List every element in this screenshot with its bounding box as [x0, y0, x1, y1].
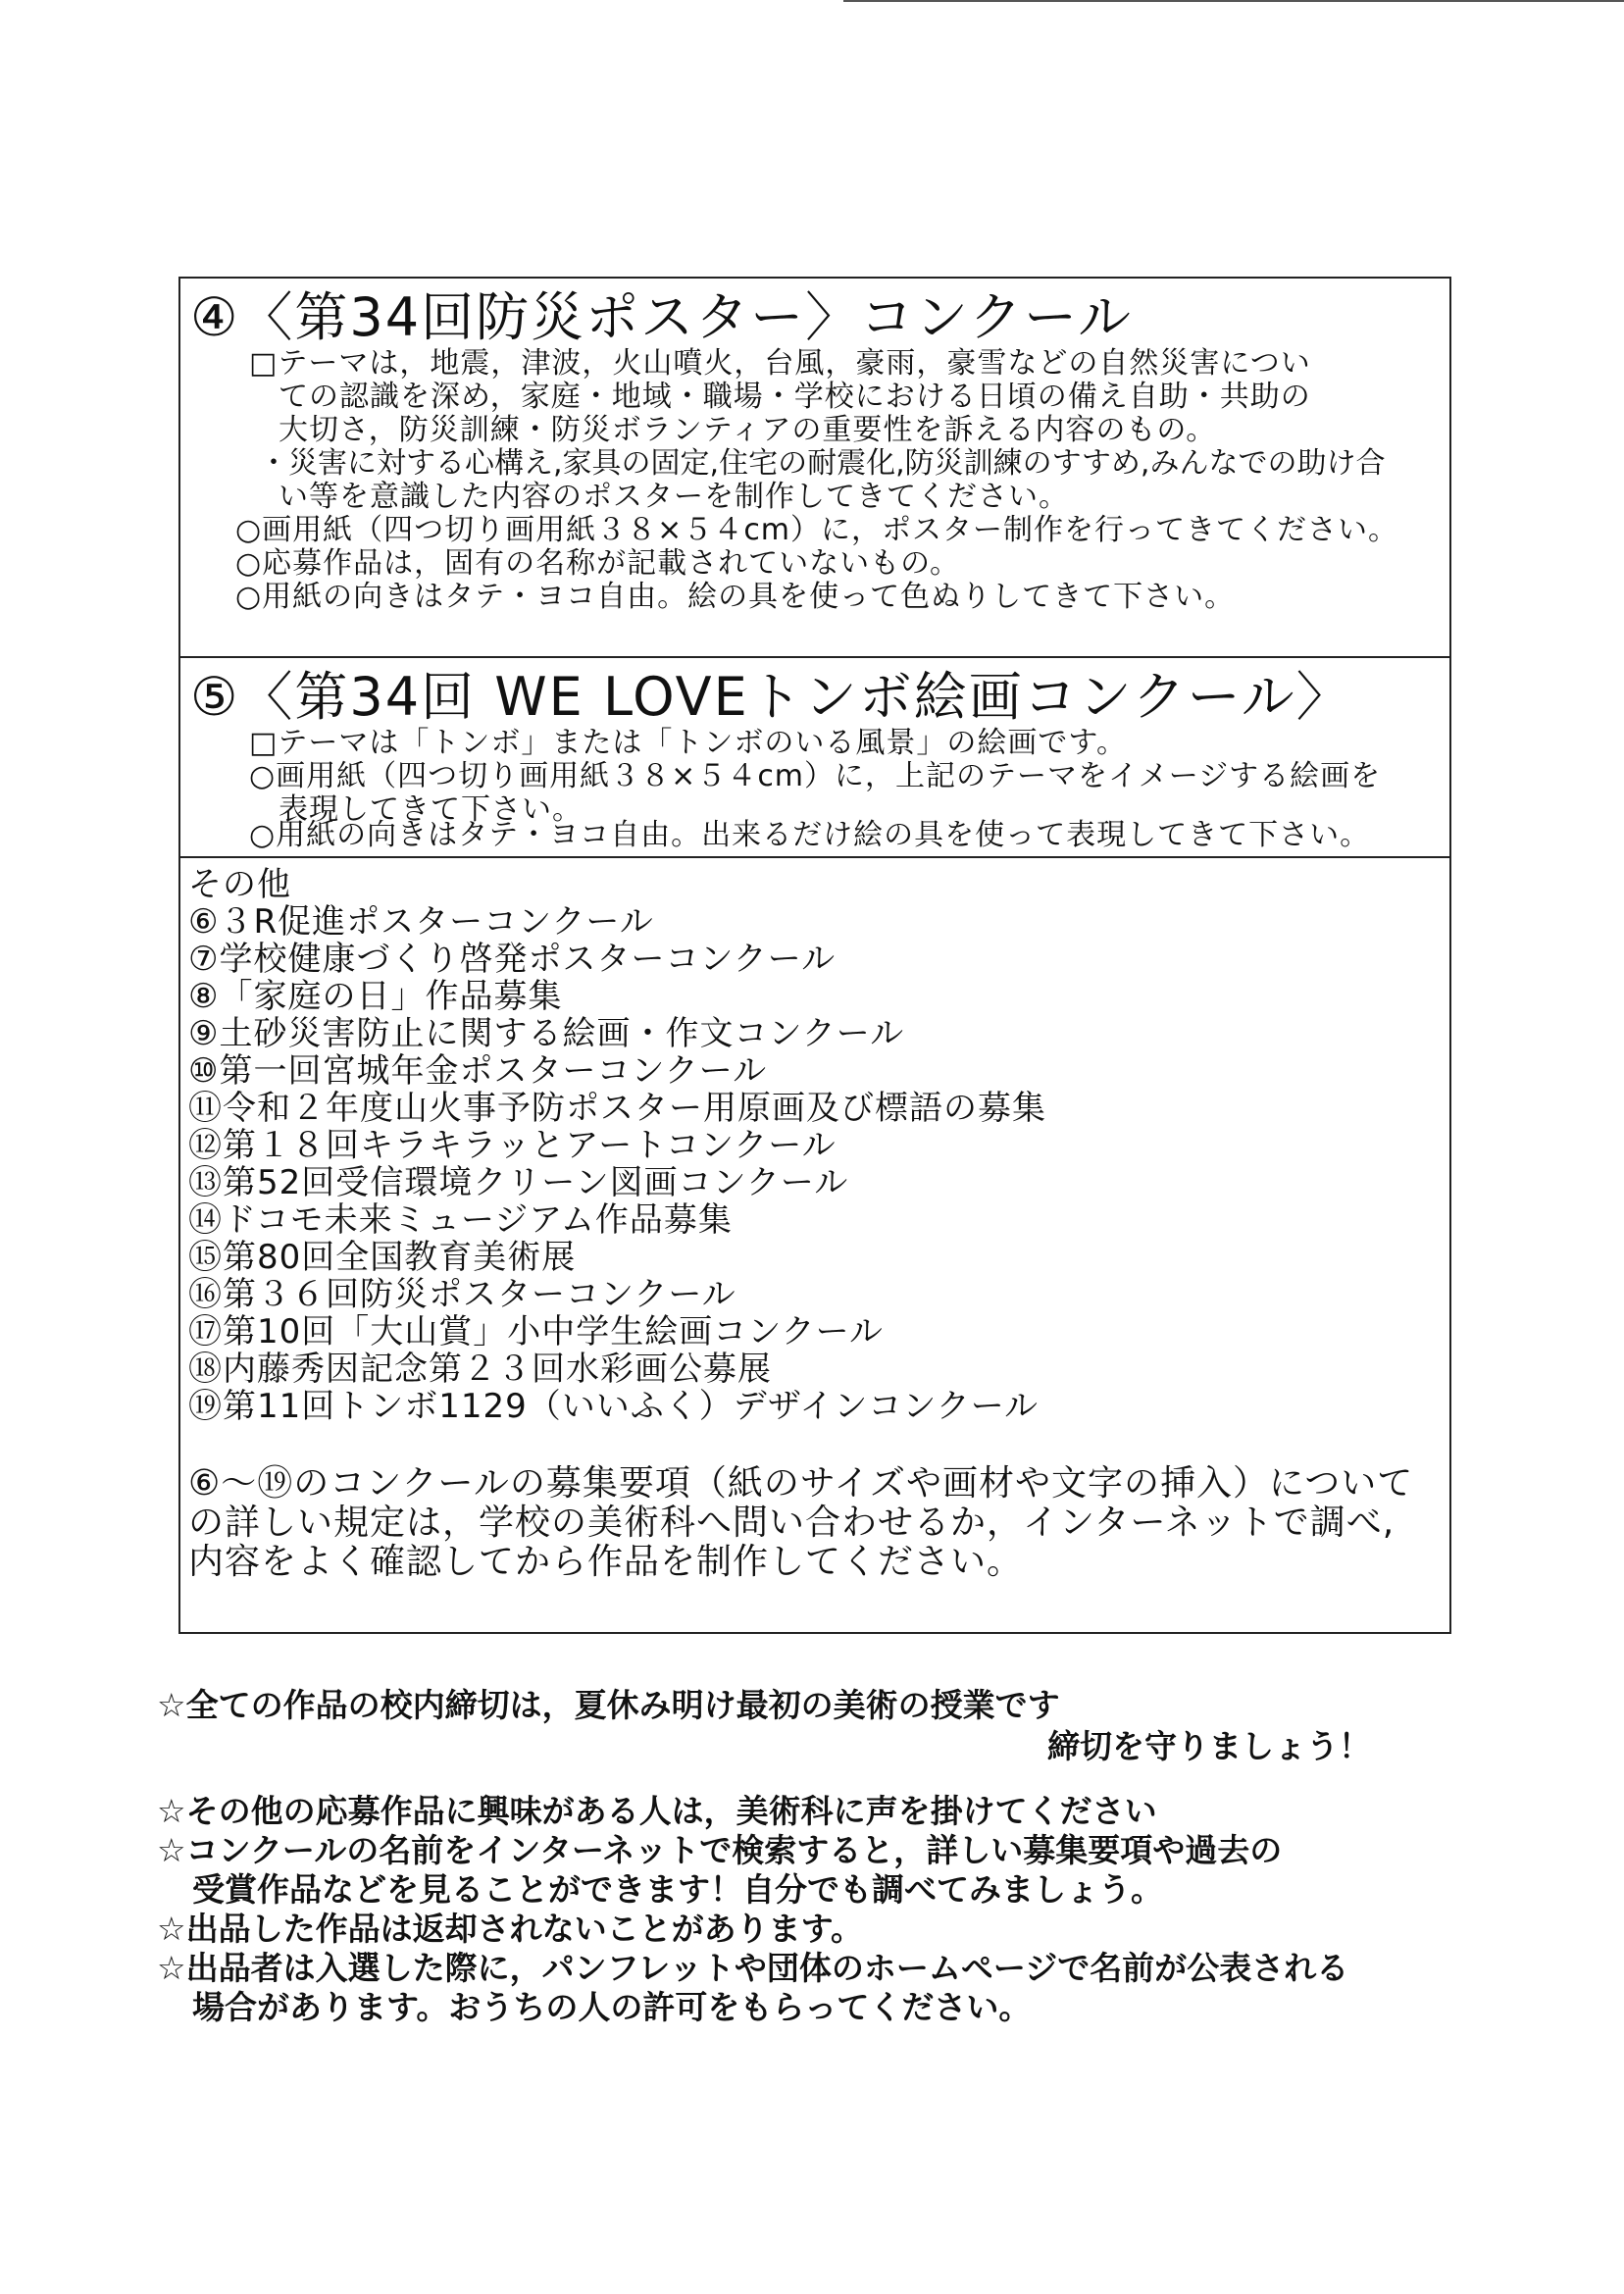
footer-line: ☆その他の応募作品に興味がある人は，美術科に声を掛けてください	[157, 1792, 1157, 1830]
list-item: ⑪令和２年度山火事予防ポスター用原画及び標語の募集	[188, 1089, 1046, 1128]
section-title: ⑤〈第34回 WE LOVEトンボ絵画コンクール〉	[190, 666, 1351, 728]
list-item: ⑬第52回受信環境クリーン図画コンクール	[188, 1163, 849, 1202]
footer-line: 締切を守りましょう！	[1047, 1727, 1371, 1765]
footer-line: ☆全ての作品の校内締切は，夏休み明け最初の美術の授業です	[157, 1686, 1060, 1724]
others-note-line: ⑥～⑲のコンクールの募集要項（紙のサイズや画材や文字の挿入）について	[188, 1463, 1414, 1504]
section-line: ・災害に対する心構え,家具の固定,住宅の耐震化,防災訓練のすすめ,みんなでの助け合	[259, 446, 1386, 481]
section-bousai-poster	[180, 279, 1449, 658]
section-line: 大切さ，防災訓練・防災ボランティアの重要性を訴える内容のもの。	[279, 413, 1217, 447]
section-tombo-painting	[180, 658, 1449, 858]
list-item: ⑧「家庭の日」作品募集	[188, 977, 563, 1016]
section-line: ○用紙の向きはタテ・ヨコ自由。絵の具を使って色ぬりしてきて下さい。	[235, 580, 1236, 614]
footer-line: ☆コンクールの名前をインターネットで検索すると，詳しい募集要項や過去の	[157, 1831, 1283, 1869]
footer-line: 場合があります。おうちの人の許可をもらってください。	[192, 1988, 1032, 2026]
section-line: ○応募作品は，固有の名称が記載されていないもの。	[235, 546, 960, 581]
section-line: い等を意識した内容のポスターを制作してきてください。	[279, 480, 1069, 514]
list-item: ⑨土砂災害防止に関する絵画・作文コンクール	[188, 1014, 905, 1053]
list-item: ⑦学校健康づくり啓発ポスターコンクール	[188, 940, 837, 979]
footer-line: 受賞作品などを見ることができます！自分でも調べてみましょう。	[192, 1870, 1163, 1909]
list-item: ⑲第11回トンボ1129（いいふく）デザインコンクール	[188, 1387, 1040, 1426]
others-heading: その他	[188, 865, 291, 904]
section-line: ○用紙の向きはタテ・ヨコ自由。出来るだけ絵の具を使って表現してきて下さい。	[249, 818, 1371, 852]
others-note-line: の詳しい規定は，学校の美術科へ問い合わせるか，インターネットで調べ,	[188, 1503, 1396, 1543]
section-line: ○画用紙（四つ切り画用紙３８×５４cm）に，ポスター制作を行ってきてください。	[235, 513, 1399, 547]
section-line: ての認識を深め，家庭・地域・職場・学校における日頃の備え自助・共助の	[279, 380, 1311, 414]
section-line: ○画用紙（四つ切り画用紙３８×５４cm）に，上記のテーマをイメージする絵画を	[249, 759, 1382, 793]
section-line: □テーマは「トンボ」または「トンボのいる風景」の絵画です。	[249, 726, 1127, 760]
others-note-line: 内容をよく確認してから作品を制作してください。	[188, 1542, 1024, 1582]
list-item: ⑫第１８回キラキラッとアートコンクール	[188, 1126, 837, 1165]
section-line: 表現してきて下さい。	[279, 792, 583, 827]
footer-line: ☆出品した作品は返却されないことがあります。	[157, 1910, 863, 1948]
section-other-contests	[180, 858, 1449, 1632]
list-item: ⑱内藤秀因記念第２３回水彩画公募展	[188, 1350, 772, 1389]
footer-line: ☆出品者は入選した際に，パンフレットや団体のホームページで名前が公表される	[157, 1949, 1349, 1987]
list-item: ⑮第80回全国教育美術展	[188, 1238, 577, 1277]
list-item: ⑯第３６回防災ポスターコンクール	[188, 1275, 736, 1314]
list-item: ⑥３R促進ポスターコンクール	[188, 902, 654, 942]
section-title: ④〈第34回防災ポスター〉コンクール	[190, 286, 1133, 348]
list-item: ⑰第10回「大山賞」小中学生絵画コンクール	[188, 1312, 884, 1351]
contest-info-box	[178, 277, 1451, 1634]
list-item: ⑩第一回宮城年金ポスターコンクール	[188, 1051, 768, 1091]
scan-edge-line	[843, 0, 1624, 2]
section-line: □テーマは，地震，津波，火山噴火，台風，豪雨，豪雪などの自然災害につい	[249, 346, 1311, 381]
list-item: ⑭ドコモ未来ミュージアム作品募集	[188, 1200, 733, 1240]
